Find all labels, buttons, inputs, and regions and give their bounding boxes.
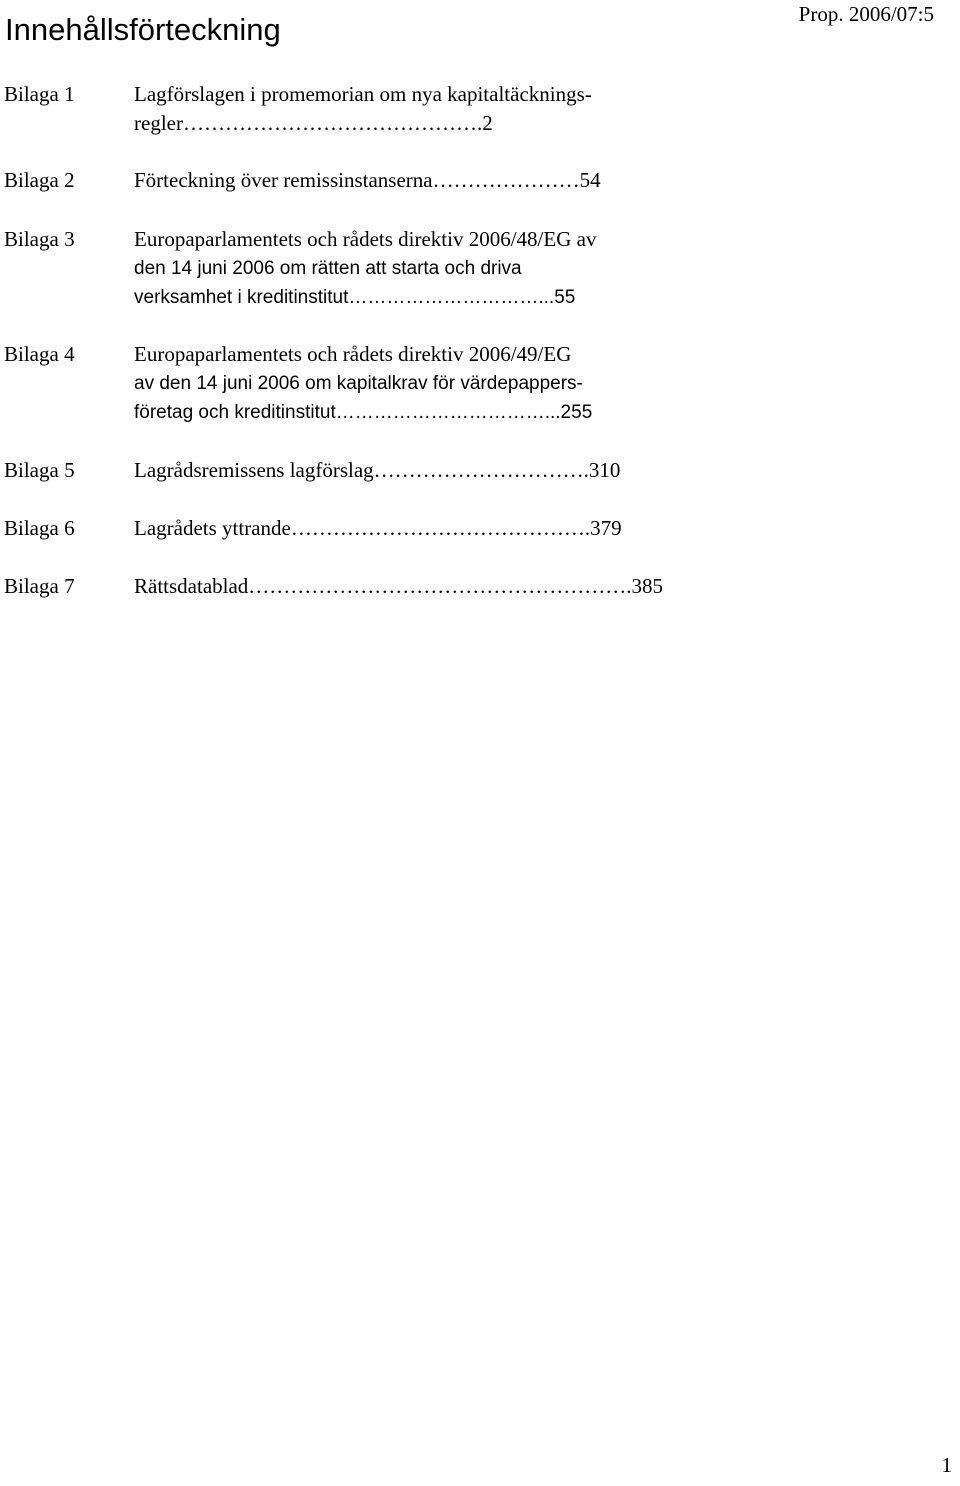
toc-entry-title bbox=[134, 80, 746, 138]
toc-entry-line: Lagrådsremissens lagförslag………………………….310 bbox=[134, 458, 621, 482]
toc-entry-label: Bilaga 5 bbox=[4, 458, 75, 482]
toc-entry-line: företag och kreditinstitut……………………………...255 bbox=[134, 402, 593, 423]
toc-entry-line: av den 14 juni 2006 om kapitalkrav för värdepappers- bbox=[134, 373, 583, 394]
toc-entry-title bbox=[134, 572, 746, 601]
toc-entry-line: verksamhet i kreditinstitut…………………………...55 bbox=[134, 287, 576, 308]
toc-entry-label: Bilaga 4 bbox=[4, 342, 75, 366]
toc-entry-line: Lagförslagen i promemorian om nya kapitaltäcknings- bbox=[134, 82, 592, 106]
page-title: Innehållsförteckning bbox=[5, 12, 281, 47]
toc-entry-line: Rättsdatablad……………………………………………….385 bbox=[134, 574, 664, 598]
toc-entry-line: regler…………………………………….2 bbox=[134, 111, 493, 135]
toc-entry-title bbox=[134, 225, 746, 312]
toc-entry-label: Bilaga 1 bbox=[4, 82, 75, 106]
toc-entry-line: Lagrådets yttrande…………………………………….379 bbox=[134, 516, 622, 540]
toc-entry-label: Bilaga 7 bbox=[4, 574, 75, 598]
toc-entry-line: den 14 juni 2006 om rätten att starta och driva bbox=[134, 258, 522, 279]
toc-entry-title bbox=[134, 514, 746, 543]
toc-entry-line: Europaparlamentets och rådets direktiv 2006/48/EG av bbox=[134, 227, 597, 251]
toc-entry-line: Förteckning över remissinstanserna…………………54 bbox=[134, 168, 601, 192]
page-number: 1 bbox=[941, 1453, 952, 1477]
toc-entry-title bbox=[134, 166, 746, 195]
toc-entry-label: Bilaga 2 bbox=[4, 168, 75, 192]
toc-entry-label: Bilaga 3 bbox=[4, 227, 75, 251]
toc-entry-line: Europaparlamentets och rådets direktiv 2006/49/EG bbox=[134, 342, 572, 366]
toc-entry-title bbox=[134, 456, 746, 485]
toc-entry-label: Bilaga 6 bbox=[4, 516, 75, 540]
toc-entry-title bbox=[134, 340, 746, 427]
document-reference: Prop. 2006/07:5 bbox=[798, 2, 934, 26]
